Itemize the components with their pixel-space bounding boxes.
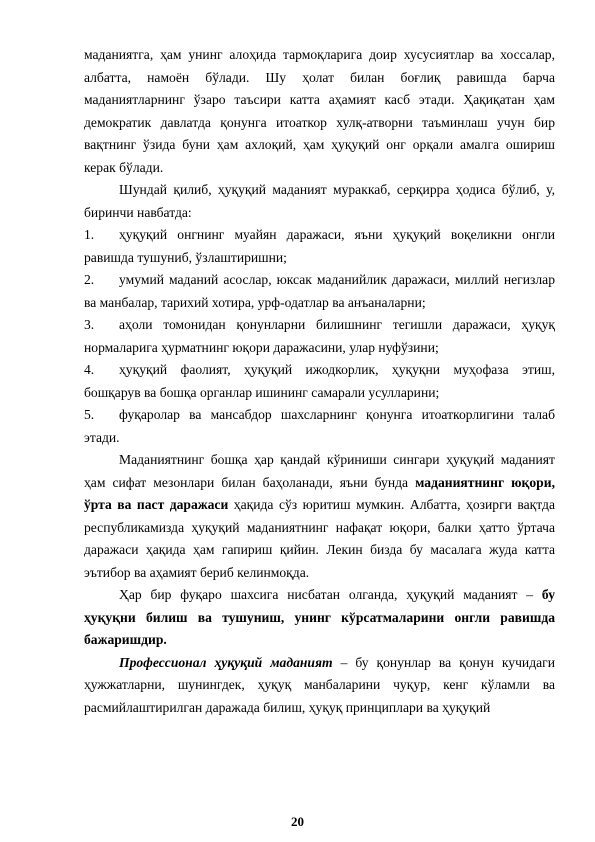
paragraph-4 <box>84 584 555 652</box>
list-text: ҳуқуқий фаолият, ҳуқуқий ижодкорлик, ҳуқуқни муҳофаза этиш, бошқарув ва бошқа органлар ишининг самарали усулларини; <box>84 362 555 400</box>
paragraph-5 <box>84 652 555 720</box>
paragraph-3-text-end: ҳақида сўз юритиш мумкин. Албатта, ҳозирги вақтда республикамизда ҳуқуқий маданиятнинг нафақат юқори, балки ҳатто ўртача даражаси ҳақида ҳам гапириш қийин. Лекин бизда бу масалага жуда катта эътибор ва аҳамият бериб келинмоқда. <box>84 497 555 580</box>
list-item <box>84 224 555 269</box>
list-number: 5. <box>84 407 95 422</box>
list-number: 4. <box>84 362 95 377</box>
paragraph-5-term: Профессионал ҳуқуқий маданият <box>119 654 333 670</box>
paragraph-3-text: Маданиятнинг бошқа ҳар қандай кўриниши сингари ҳуқуқий маданият ҳам сифат мезонлари билан баҳоланади, яъни бунда <box>84 452 555 490</box>
paragraph-2: Шундай қилиб, ҳуқуқий маданият мураккаб, серқирра ҳодиса бўлиб, у, биринчи навбатда: <box>84 182 555 220</box>
list-item <box>84 269 555 314</box>
list-item <box>84 359 555 404</box>
paragraph-3 <box>84 449 555 584</box>
list-text: фуқаролар ва мансабдор шахсларнинг қонунга итоаткорлигини талаб этади. <box>84 407 555 445</box>
document-page <box>84 44 555 719</box>
list-text: ҳуқуқий онгнинг муайян даражаси, яъни ҳуқуқий воқеликни онгли равишда тушуниб, ўзлаштиришни; <box>84 227 555 265</box>
list-item <box>84 314 555 359</box>
paragraph-1: маданиятга, ҳам унинг алоҳида тармоқларига доир хусусиятлар ва хоссалар, албатта, намоён бўлади. Шу ҳолат билан боғлиқ равишда барча маданиятларнинг ўзаро таъсири катта аҳамият касб этади. Ҳақиқатан ҳам демократик давлатда қонунга итоаткор хулқ-атворни таъминлаш учун бир вақтнинг ўзида буни ҳам ахлоқий, ҳам ҳуқуқий онг орқали амалга ошириш керак бўлади. <box>84 47 555 175</box>
paragraph-5-text: – бу қонунлар ва қонун кучидаги ҳужжатларни, шунингдек, ҳуқуқ манбаларини чуқур, кенг кўламли ва расмийлаштирилган даражада билиш, ҳуқуқ принциплари ва ҳуқуқий <box>84 654 555 715</box>
list-number: 3. <box>84 317 95 332</box>
numbered-list <box>84 224 555 449</box>
paragraph-3-bold: маданиятнинг юқори, ўрта ва паст даражаси <box>84 474 555 512</box>
paragraph-4-text: Ҳар бир фуқаро шахсига нисбатан олганда, ҳуқуқий маданият – <box>119 587 542 602</box>
page-number: 20 <box>291 814 304 829</box>
list-number: 2. <box>84 272 95 287</box>
list-number: 1. <box>84 227 95 242</box>
list-item <box>84 404 555 449</box>
list-text: умумий маданий асослар, юксак маданийлик даражаси, миллий негизлар ва манбалар, тарихий хотира, урф-одатлар ва анъаналарни; <box>84 272 555 310</box>
list-text: аҳоли томонидан қонунларни билишнинг тегишли даражаси, ҳуқуқ нормаларига ҳурматнинг юқори даражасини, улар нуфўзини; <box>84 317 555 355</box>
paragraph-4-bold: бу ҳуқуқни билиш ва тушуниш, унинг кўрсатмаларини онгли равишда бажаришдир. <box>84 587 555 647</box>
